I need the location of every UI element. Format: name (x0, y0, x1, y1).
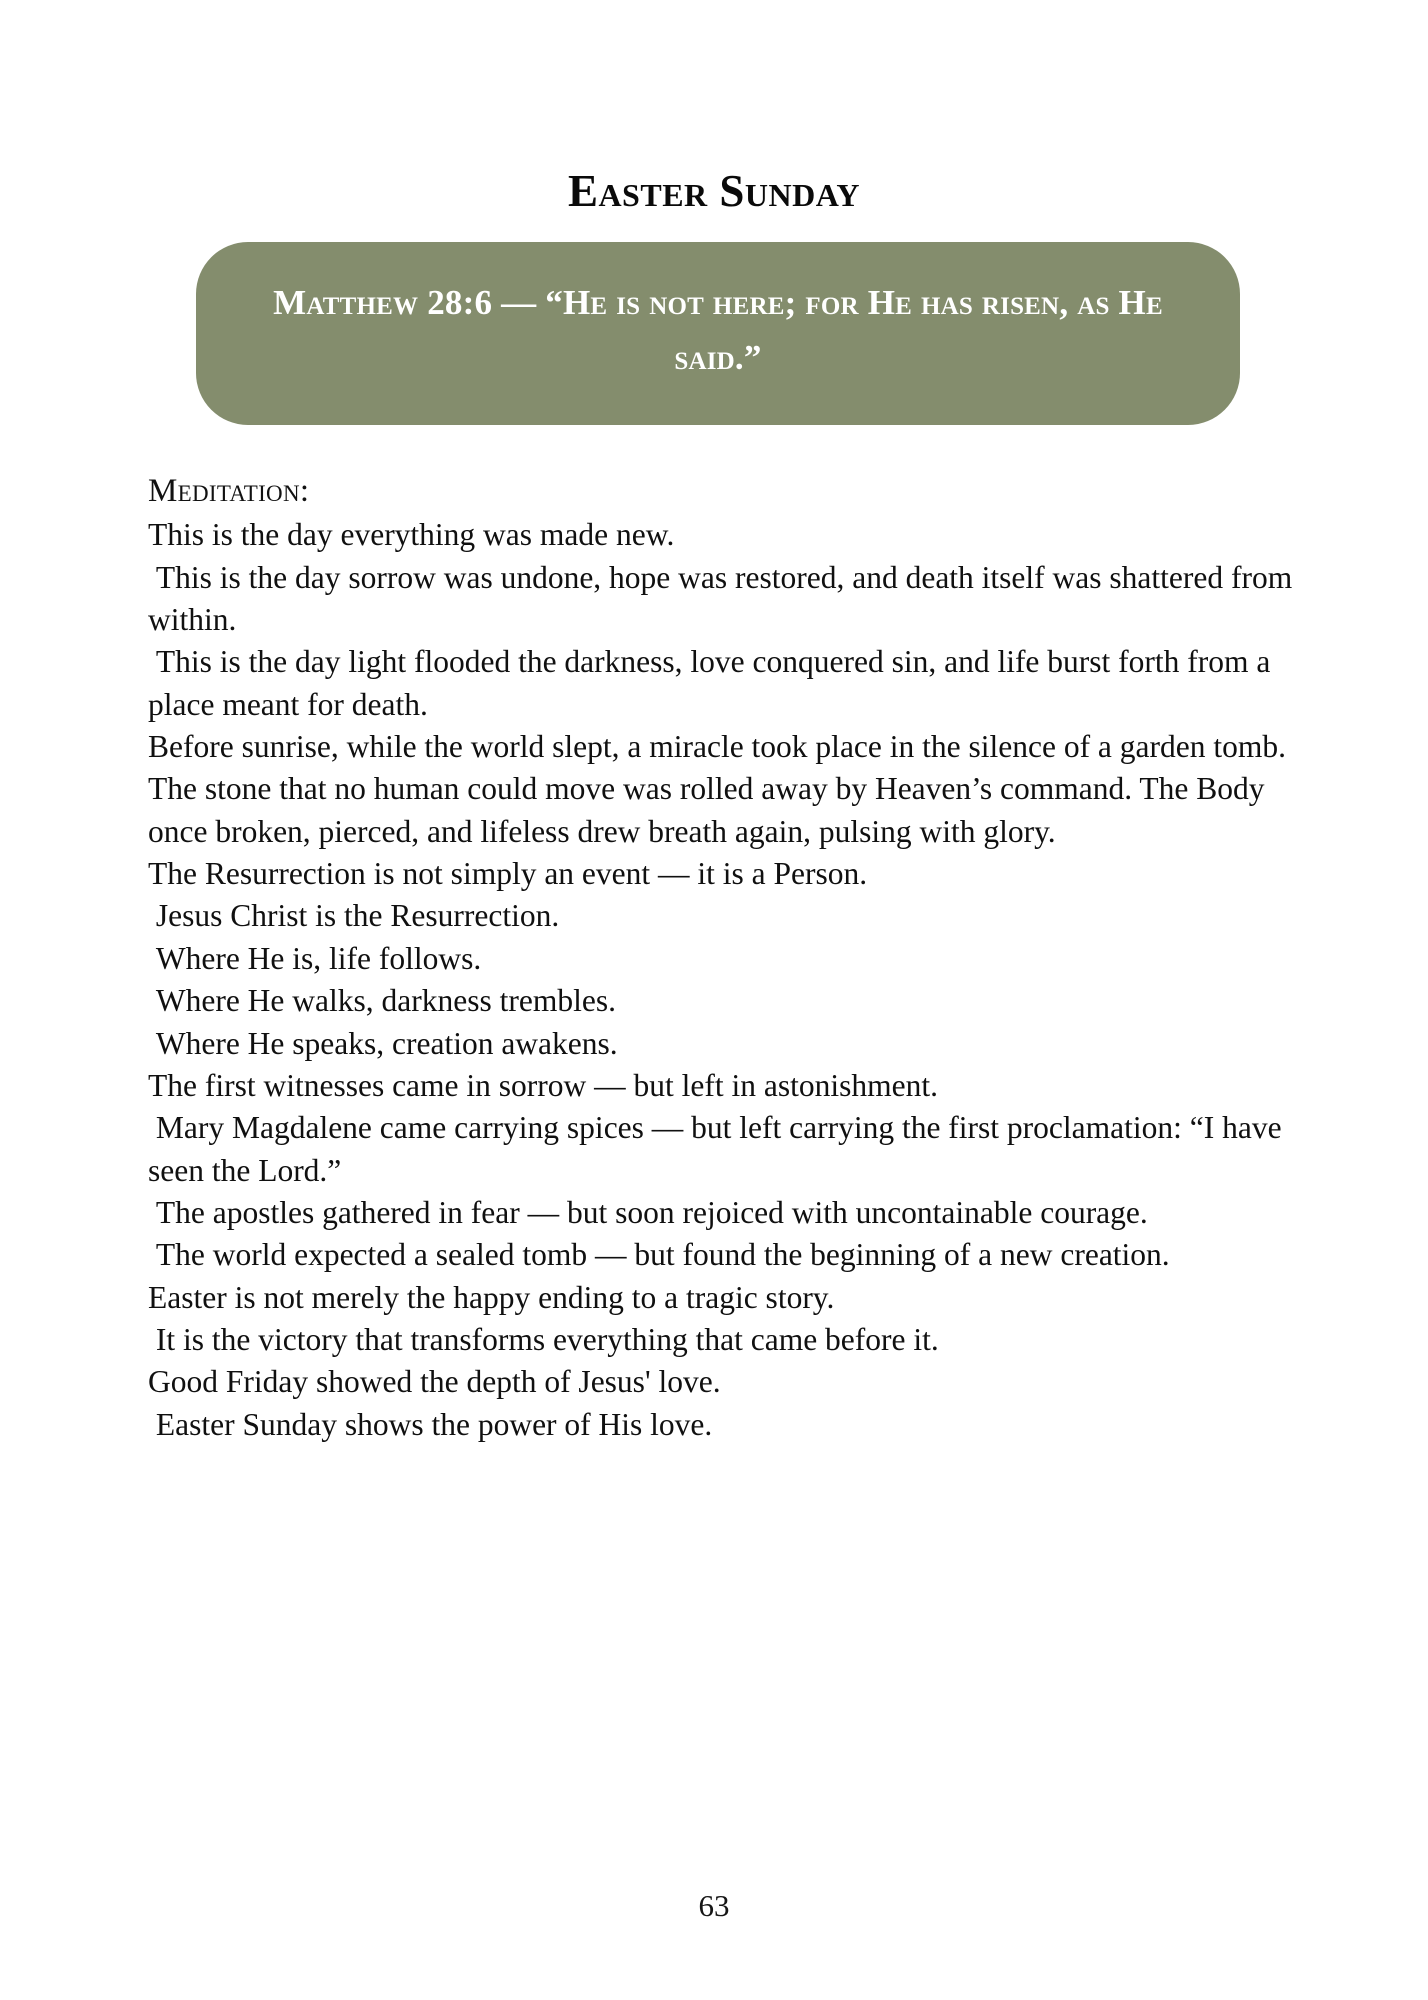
meditation-line: This is the day light flooded the darkness, love conquered sin, and life burst forth from a place meant for death. (148, 644, 1279, 722)
verse-text: Matthew 28:6 — “He is not here; for He has risen, as He said.” (273, 283, 1163, 377)
page-title: Easter Sunday (567, 166, 861, 217)
meditation-line: Jesus Christ is the Resurrection. (148, 898, 560, 934)
meditation-line: The Resurrection is not simply an event — it is a Person. (148, 856, 868, 892)
meditation-heading: Meditation: (148, 473, 310, 509)
meditation-line: It is the victory that transforms everything that came before it. (148, 1322, 939, 1358)
meditation-line: The world expected a sealed tomb — but found the beginning of a new creation. (148, 1237, 1170, 1273)
meditation-line: Where He walks, darkness trembles. (148, 983, 616, 1019)
meditation-line: Good Friday showed the depth of Jesus' love. (148, 1364, 721, 1400)
meditation-body (148, 514, 1301, 1446)
meditation-line: The apostles gathered in fear — but soon rejoiced with uncontainable courage. (148, 1194, 1148, 1230)
meditation-line: Easter Sunday shows the power of His love. (148, 1406, 713, 1442)
meditation-line: Easter is not merely the happy ending to a tragic story. (148, 1279, 835, 1315)
meditation-line: The first witnesses came in sorrow — but left in astonishment. (148, 1067, 938, 1103)
meditation-line: Where He speaks, creation awakens. (148, 1025, 618, 1061)
meditation-line: Mary Magdalene came carrying spices — but left carrying the first proclamation: “I have seen the Lord.” (148, 1110, 1290, 1188)
verse-callout-box (196, 242, 1240, 425)
meditation-line: Where He is, life follows. (148, 940, 482, 976)
meditation-line: Before sunrise, while the world slept, a miracle took place in the silence of a garden tomb. The stone that no human could move was rolled away by Heaven’s command. The Body once broken, pierced, and lifeless drew breath again, pulsing with glory. (148, 729, 1294, 849)
meditation-section (148, 470, 1301, 1446)
page-number: 63 (698, 1888, 730, 1923)
meditation-line: This is the day everything was made new. (148, 517, 675, 553)
meditation-line: This is the day sorrow was undone, hope was restored, and death itself was shattered from within. (148, 559, 1301, 637)
